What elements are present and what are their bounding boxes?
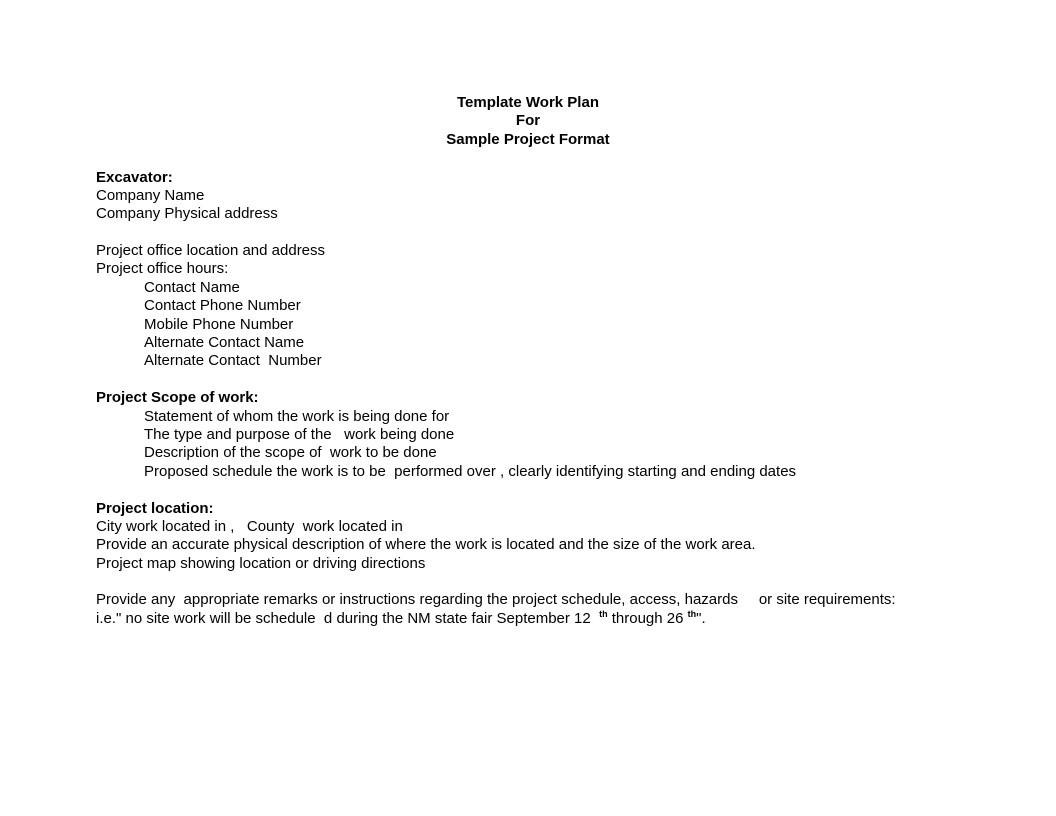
remarks-line-2 <box>96 610 1036 628</box>
location-heading: Project location: <box>96 499 214 517</box>
remarks-text: ". <box>696 609 706 627</box>
spacer <box>96 371 1036 389</box>
office-location: Project office location and address <box>96 242 326 260</box>
scope-item: The type and purpose of the work being done <box>144 425 455 443</box>
scope-item: Description of the scope of work to be done <box>144 444 437 462</box>
title-line-2: For <box>515 112 541 130</box>
remarks-text: i.e." no site work will be schedule d during the NM state fair September 12 <box>96 609 600 627</box>
company-name: Company Name <box>96 186 205 204</box>
company-address: Company Physical address <box>96 205 278 223</box>
title-line-1: Template Work Plan <box>457 94 599 111</box>
location-line: Provide an accurate physical description of where the work is located and the size of the work area. <box>96 536 756 554</box>
location-line: City work located in , County work located in <box>96 517 403 535</box>
document-title <box>0 94 1056 149</box>
spacer <box>96 224 1036 242</box>
scope-item: Proposed schedule the work is to be performed over , clearly identifying starting and ending dates <box>144 462 797 480</box>
remarks-line-1: Provide any appropriate remarks or instructions regarding the project schedule, access, hazards or site requirements: <box>96 591 896 609</box>
contact-item: Contact Name <box>144 278 240 296</box>
document-body <box>96 169 1036 629</box>
contact-item: Alternate Contact Number <box>144 352 322 370</box>
ordinal-suffix: th <box>687 608 697 619</box>
title-line-3: Sample Project Format <box>446 130 610 148</box>
spacer <box>96 481 1036 499</box>
scope-item: Statement of whom the work is being done for <box>144 407 450 425</box>
contact-item: Alternate Contact Name <box>144 334 305 352</box>
scope-heading: Project Scope of work: <box>96 389 259 407</box>
spacer <box>96 573 1036 591</box>
contact-item: Contact Phone Number <box>144 297 301 315</box>
remarks-text: through 26 <box>607 609 688 627</box>
location-line: Project map showing location or driving directions <box>96 554 426 572</box>
office-hours: Project office hours: <box>96 260 229 278</box>
excavator-heading: Excavator: <box>96 168 173 186</box>
contact-item: Mobile Phone Number <box>144 315 294 333</box>
ordinal-suffix: th <box>599 608 608 619</box>
